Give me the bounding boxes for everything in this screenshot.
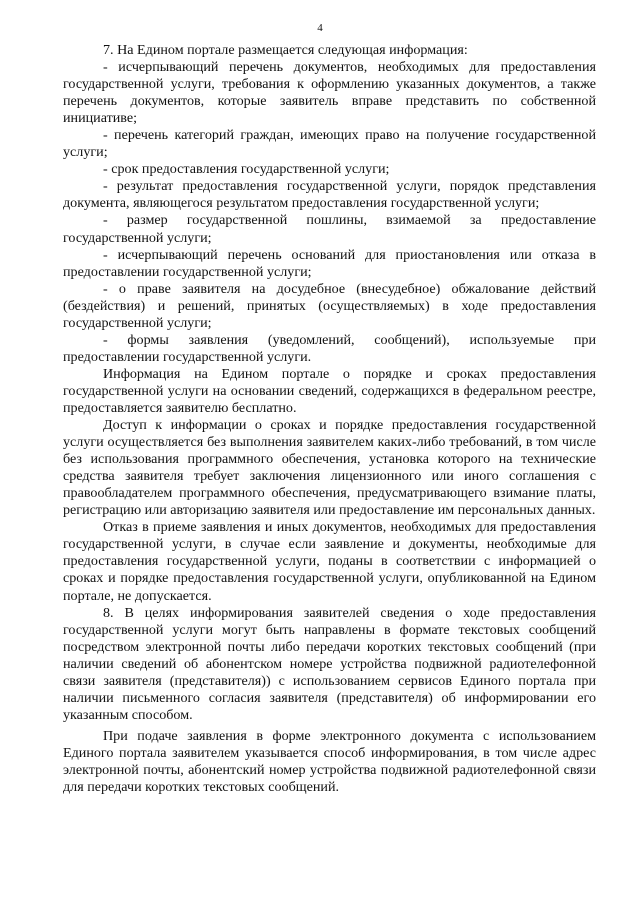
page-number: 4 — [317, 22, 323, 34]
list-item-appeal-right: - о праве заявителя на досудебное (внесудебное) обжалование действий (бездействия) и решений, принятых (осуществляемых) в ходе предоставления государственной услуги; — [63, 280, 596, 331]
list-item-state-fee: - размер государственной пошлины, взимаемой за предоставление государственной услуги; — [63, 212, 596, 246]
list-item-citizen-categories: - перечень категорий граждан, имеющих право на получение государственной услуги; — [63, 127, 596, 161]
paragraph-refusal-not-allowed: Отказ в приеме заявления и иных документов, необходимых для предоставления государственной услуги, в случае если заявление и документы, необходимые для предоставления государственной услуги, поданы в соответствии с информацией о сроках и порядке предоставления государственной услуги, опубликованной на Едином портале, не допускается. — [63, 519, 596, 604]
section-7-heading: 7. На Едином портале размещается следующая информация: — [103, 42, 468, 58]
document-body — [63, 42, 596, 796]
paragraph-access-to-information: Доступ к информации о сроках и порядке предоставления государственной услуги осуществляется без выполнения заявителем каких-либо требований, в том числе без использования программного обеспечения, установка которого на технические средства заявителя требует заключения лицензионного или иного соглашения с правообладателем программного обеспечения, предусматривающего взимание платы, регистрацию или авторизацию заявителя или предоставление им персональных данных. — [63, 417, 596, 519]
list-item-refusal-grounds: - исчерпывающий перечень оснований для приостановления или отказа в предоставлении государственной услуги; — [63, 246, 596, 280]
section-8-paragraph: 8. В целях информирования заявителей сведения о ходе предоставления государственной услуги могут быть направлены в формате текстовых сообщений посредством электронной почты либо передачи коротких текстовых сообщений (при наличии сведений об абонентском номере устройства подвижной радиотелефонной связи заявителя (представителя)) с использованием сервисов Единого портала при наличии письменного согласия заявителя (представителя) об информировании его указанным способом. — [63, 604, 596, 723]
paragraph-notification-method: При подаче заявления в форме электронного документа с использованием Единого портала заявителем указывается способ информирования, в том числе адрес электронной почты, абонентский номер устройства подвижной радиотелефонной связи для передачи коротких текстовых сообщений. — [63, 727, 596, 796]
list-item-application-forms: - формы заявления (уведомлений, сообщений), используемые при предоставлении государственной услуги. — [63, 331, 596, 365]
list-item-documents: - исчерпывающий перечень документов, необходимых для предоставления государственной услуги, требования к оформлению указанных документов, а также перечень документов, которые заявитель вправе представить по собственной инициативе; — [63, 59, 596, 127]
paragraph-free-information: Информация на Едином портале о порядке и сроках предоставления государственной услуги на основании сведений, содержащихся в федеральном реестре, предоставляется заявителю бесплатно. — [63, 365, 596, 416]
list-item-service-result: - результат предоставления государственной услуги, порядок представления документа, являющегося результатом предоставления государственной услуги; — [63, 178, 596, 212]
list-item-service-term: - срок предоставления государственной услуги; — [103, 161, 390, 178]
